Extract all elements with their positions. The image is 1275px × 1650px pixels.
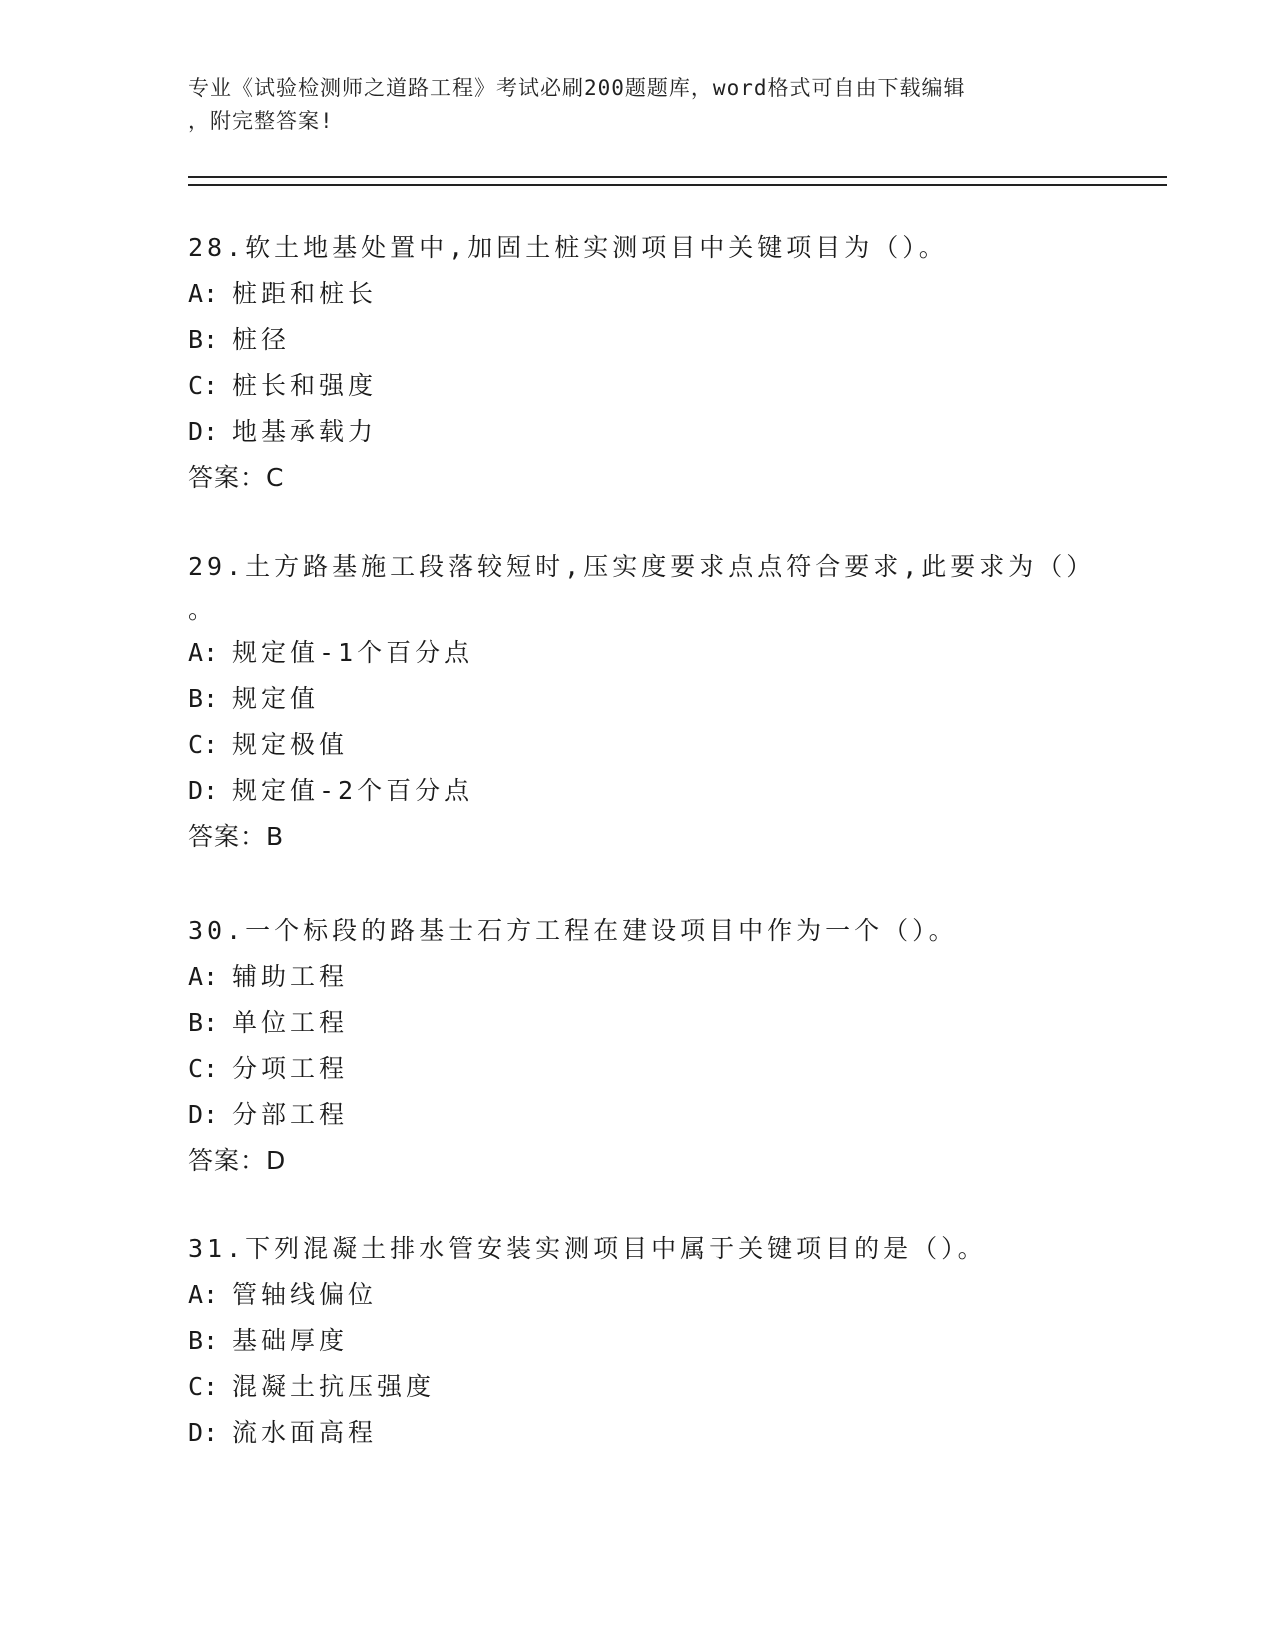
option-key: D:	[188, 776, 219, 805]
option-text: 单位工程	[232, 1008, 349, 1037]
option-a	[188, 630, 1088, 676]
option-text: 规定极值	[232, 730, 349, 759]
option-b	[188, 1000, 1088, 1046]
option-b	[188, 676, 1088, 722]
option-text: 分项工程	[232, 1054, 349, 1083]
option-key: A:	[188, 279, 219, 308]
option-text: 基础厚度	[232, 1326, 349, 1355]
option-key: A:	[188, 1280, 219, 1309]
answer: 答案：D	[188, 1146, 287, 1175]
option-text: 桩距和桩长	[232, 279, 378, 308]
header-divider	[188, 176, 1167, 186]
option-text: 管轴线偏位	[232, 1280, 378, 1309]
option-key: A:	[188, 962, 219, 991]
option-a	[188, 1272, 1088, 1318]
option-key: B:	[188, 1008, 219, 1037]
option-key: B:	[188, 684, 219, 713]
option-key: C:	[188, 730, 219, 759]
document-header	[188, 72, 1088, 138]
header-line-1: 专业《试验检测师之道路工程》考试必刷200题题库，word格式可自由下载编辑	[188, 76, 966, 100]
option-key: A:	[188, 638, 219, 667]
option-key: B:	[188, 325, 219, 354]
option-d	[188, 768, 1088, 814]
option-a	[188, 271, 1088, 317]
option-text: 规定值-2个百分点	[232, 776, 474, 805]
option-b	[188, 317, 1088, 363]
question-29	[188, 544, 1096, 860]
option-b	[188, 1318, 1088, 1364]
option-text: 混凝土抗压强度	[232, 1372, 436, 1401]
option-key: C:	[188, 371, 219, 400]
option-key: D:	[188, 1100, 219, 1129]
option-text: 分部工程	[232, 1100, 349, 1129]
option-d	[188, 409, 1088, 455]
option-c	[188, 1046, 1088, 1092]
question-28	[188, 225, 1088, 501]
option-text: 辅助工程	[232, 962, 349, 991]
header-line-2: ，附完整答案!	[188, 109, 334, 133]
question-stem-continuation: 。	[188, 595, 218, 624]
answer: 答案：C	[188, 463, 285, 492]
option-text: 流水面高程	[232, 1418, 378, 1447]
option-d	[188, 1410, 1088, 1456]
question-30	[188, 908, 1088, 1184]
question-stem: 30.一个标段的路基士石方工程在建设项目中作为一个（）。	[188, 916, 958, 945]
option-c	[188, 722, 1088, 768]
option-key: B:	[188, 1326, 219, 1355]
option-c	[188, 363, 1088, 409]
question-stem: 28.软土地基处置中,加固土桩实测项目中关键项目为（）。	[188, 233, 948, 262]
option-d	[188, 1092, 1088, 1138]
option-text: 桩径	[232, 325, 291, 354]
question-stem: 31.下列混凝土排水管安装实测项目中属于关键项目的是（）。	[188, 1234, 987, 1263]
option-text: 桩长和强度	[232, 371, 378, 400]
option-key: D:	[188, 1418, 219, 1447]
answer: 答案：B	[188, 822, 285, 851]
option-key: D:	[188, 417, 219, 446]
option-text: 规定值-1个百分点	[232, 638, 474, 667]
question-31	[188, 1226, 1088, 1456]
question-stem: 29.土方路基施工段落较短时,压实度要求点点符合要求,此要求为（）	[188, 552, 1096, 581]
option-text: 规定值	[232, 684, 320, 713]
option-a	[188, 954, 1088, 1000]
option-key: C:	[188, 1372, 219, 1401]
option-c	[188, 1364, 1088, 1410]
option-text: 地基承载力	[232, 417, 378, 446]
option-key: C:	[188, 1054, 219, 1083]
